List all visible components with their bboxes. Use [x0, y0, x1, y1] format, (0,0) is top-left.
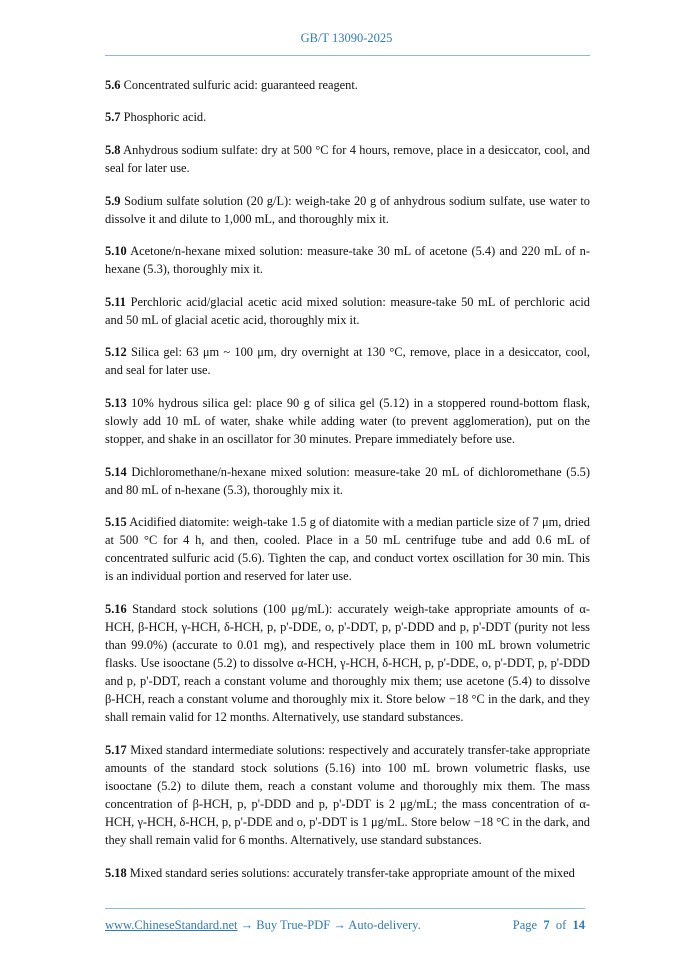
clause-text: 10% hydrous silica gel: place 90 g of silica gel (5.12) in a stoppered round-bottom flask, slowly add 10 mL of water, shake while adding water (to prevent agglomeration), put on the stopper, and shake in an oscillator for 30 minutes. Prepare immediately before use. — [105, 395, 590, 447]
chinesestandard-link[interactable]: www.ChineseStandard.net — [105, 918, 238, 932]
clause-text: Acidified diatomite: weigh-take 1.5 g of diatomite with a median particle size of 7 μm, dried at 500 °C for 4 h, and then, cooled. Place in a 50 mL centrifuge tube and add 0.6 mL of concentrated sulfuric acid (5.6). Tighten the cap, and conduct vortex oscillation for 30 min. This is an individual portion and reserved for later use. — [105, 515, 590, 584]
clause-number: 5.8 — [105, 142, 121, 157]
total-pages: 14 — [572, 918, 585, 932]
clause-5-14 — [105, 463, 590, 499]
clause-number: 5.16 — [105, 601, 127, 616]
clause-number: 5.10 — [105, 244, 127, 259]
clause-5-10 — [105, 242, 590, 278]
clause-5-12 — [105, 343, 590, 379]
clause-number: 5.18 — [105, 865, 127, 880]
clause-text: Acetone/n-hexane mixed solution: measure-take 30 mL of acetone (5.4) and 220 mL of n-hexane (5.3), thoroughly mix it. — [105, 244, 590, 277]
clause-text: Anhydrous sodium sulfate: dry at 500 °C for 4 hours, remove, place in a desiccator, cool, and seal for later use. — [105, 142, 590, 176]
clause-5-15 — [105, 513, 590, 585]
page-label: Page — [512, 918, 538, 932]
clause-5-13 — [105, 394, 590, 448]
clause-number: 5.7 — [105, 110, 121, 125]
clause-text: Standard stock solutions (100 μg/mL): accurately weigh-take appropriate amounts of α-HCH, β-HCH, γ-HCH, δ-HCH, p, p'-DDE, o, p'-DDT, p, p'-DDD and p, p'-DDT (purity not less than 99.0%) (accurate to 0.01 mg), and respectively place them in 100 mL brown volumetric flasks. Use isooctane (5.2) to dissolve α-HCH, γ-HCH, δ-HCH, p, p'-DDE, o, p'-DDT, p, p'-DDD and p, p'-DDT, reach a constant volume and thoroughly mix them; use acetone (5.4) to dissolve β-HCH, reach a constant volume and thoroughly mix it. Store below −18 °C in the dark, and they shall remain valid for 12 months. Alternatively, use standard substances. — [105, 601, 590, 725]
clause-text: Perchloric acid/glacial acetic acid mixed solution: measure-take 50 mL of perchloric acid and 50 mL of glacial acetic acid, thoroughly mix it. — [105, 294, 590, 327]
clause-5-7 — [105, 108, 590, 126]
clause-text: Dichloromethane/n-hexane mixed solution: measure-take 20 mL of dichloromethane (5.5) and 80 mL of n-hexane (5.3), thoroughly mix it. — [105, 464, 590, 497]
clause-5-8 — [105, 141, 590, 177]
clause-5-16 — [105, 600, 590, 727]
clause-number: 5.6 — [105, 78, 121, 92]
footer-promo-text: → Buy True-PDF → Auto-delivery. — [237, 918, 421, 932]
clause-5-18 — [105, 864, 590, 882]
clause-number: 5.11 — [105, 294, 126, 309]
clause-text: Mixed standard series solutions: accurately transfer-take appropriate amount of the mixed — [129, 865, 575, 880]
clause-number: 5.13 — [105, 395, 127, 410]
clause-number: 5.15 — [105, 515, 127, 530]
page-footer — [105, 918, 585, 933]
footer-divider — [105, 908, 585, 909]
clause-5-6 — [105, 76, 590, 94]
page-indicator — [513, 918, 585, 933]
of-label: of — [555, 918, 567, 932]
clause-5-9 — [105, 192, 590, 228]
document-body — [105, 76, 590, 896]
clause-5-17 — [105, 741, 590, 850]
clause-number: 5.14 — [105, 464, 127, 479]
clause-text: Phosphoric acid. — [123, 110, 207, 125]
clause-number: 5.17 — [105, 742, 127, 757]
clause-text: Mixed standard intermediate solutions: respectively and accurately transfer-take appropriate amounts of the standard stock solutions (5.16) into 100 mL brown volumetric flasks, use isooctane (5.2) to dilute them, reach a constant volume and thoroughly mix them. The mass concentration of β-HCH, p, p'-DDD and p, p'-DDT is 2 μg/mL; the mass concentration of α-HCH, γ-HCH, δ-HCH, p, p'-DDE and o, p'-DDT is 1 μg/mL. Store below −18 °C in the dark, and they shall remain valid for 6 months. Alternatively, use standard substances. — [105, 742, 590, 848]
clause-text: Silica gel: 63 μm ~ 100 μm, dry overnight at 130 °C, remove, place in a desiccator, cool, and seal for later use. — [105, 345, 590, 378]
page-number: 7 — [543, 918, 550, 932]
document-header-title: GB/T 13090-2025 — [300, 31, 393, 45]
clause-number: 5.12 — [105, 345, 127, 360]
clause-text: Sodium sulfate solution (20 g/L): weigh-take 20 g of anhydrous sodium sulfate, use water to dissolve it and dilute to 1,000 mL, and thoroughly mix it. — [105, 193, 590, 226]
clause-number: 5.9 — [105, 193, 121, 208]
header-divider — [105, 55, 590, 56]
clause-text: Concentrated sulfuric acid: guaranteed reagent. — [123, 78, 358, 92]
clause-5-11 — [105, 293, 590, 329]
